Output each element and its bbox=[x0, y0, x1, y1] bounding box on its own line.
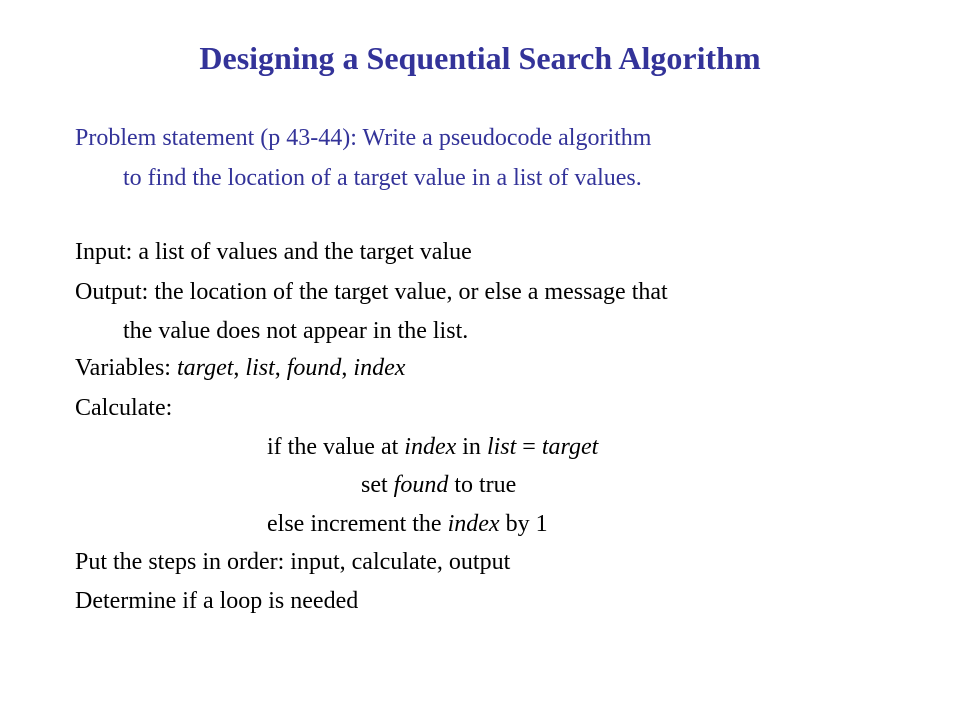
variable-list: list bbox=[245, 355, 275, 381]
order-line: Put the steps in order: input, calculate, output bbox=[75, 549, 511, 575]
output-line-2: the value does not appear in the list. bbox=[123, 318, 469, 344]
slide-title: Designing a Sequential Search Algorithm bbox=[199, 40, 761, 76]
calc-set-found: found bbox=[393, 472, 449, 498]
calc-else-suffix: by 1 bbox=[499, 511, 548, 537]
variable-target: target bbox=[176, 355, 234, 381]
variables-line bbox=[75, 353, 405, 383]
variables-separator: , bbox=[341, 355, 354, 381]
variable-index: index bbox=[353, 355, 406, 381]
calculate-label: Calculate: bbox=[75, 395, 173, 421]
calc-else-index: index bbox=[447, 511, 500, 537]
calc-if-index: index bbox=[404, 434, 457, 460]
loop-line: Determine if a loop is needed bbox=[75, 588, 359, 614]
calc-else-prefix: else increment the bbox=[267, 511, 448, 537]
calc-if-list: list bbox=[486, 434, 517, 460]
calc-if-eq: = bbox=[516, 434, 542, 460]
output-line-1: Output: the location of the target value, or else a message that bbox=[75, 279, 668, 305]
calc-else-line bbox=[267, 509, 548, 539]
calc-if-target: target bbox=[541, 434, 599, 460]
calc-set-line bbox=[361, 470, 516, 500]
input-line: Input: a list of values and the target value bbox=[75, 239, 472, 265]
variables-label: Variables: bbox=[75, 355, 177, 381]
calc-set-prefix: set bbox=[361, 472, 394, 498]
variables-separator: , bbox=[274, 355, 287, 381]
calc-if-prefix: if the value at bbox=[267, 434, 405, 460]
calc-if-line bbox=[267, 432, 598, 462]
variable-found: found bbox=[286, 355, 342, 381]
calc-set-suffix: to true bbox=[448, 472, 517, 498]
problem-statement-line-2: to find the location of a target value in a list of values. bbox=[123, 165, 642, 191]
calc-if-in: in bbox=[456, 434, 487, 460]
variables-separator: , bbox=[233, 355, 246, 381]
problem-statement-line-1: Problem statement (p 43-44): Write a pseudocode algorithm bbox=[75, 125, 652, 151]
